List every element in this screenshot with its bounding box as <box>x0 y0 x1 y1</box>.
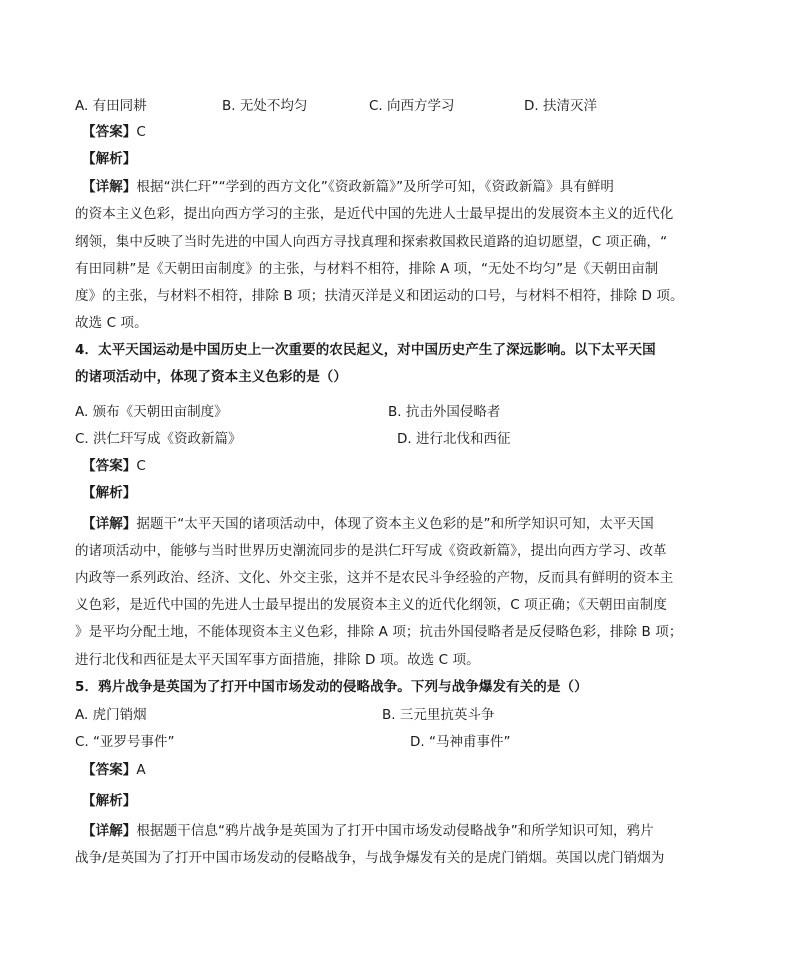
q4-option-d: D. 进行北伐和西征 <box>397 431 511 447</box>
q3-detail-line-1 <box>82 177 614 197</box>
q4-detail-line-5: 》是平均分配土地，不能体现资本主义色彩，排除 A 项；抗击外国侵略者是反侵略色彩，排除 B 项； <box>75 624 683 640</box>
q4-detail-line-6: 进行北伐和西征是太平天国军事方面措施，排除 D 项。故选 C 项。 <box>75 652 480 668</box>
q3-option-d: D. 扶清灭洋 <box>524 98 597 114</box>
q5-detail-line-1 <box>82 821 654 841</box>
q4-detail-line-4: 义色彩，是近代中国的先进人士最早提出的发展资本主义的近代化纲领，C 项正确；《天朝田亩制度 <box>75 597 667 613</box>
q5-option-b: B. 三元里抗英斗争 <box>382 707 495 723</box>
q3-answer <box>82 122 146 142</box>
q3-option-c: C. 向西方学习 <box>369 98 455 114</box>
q5-detail-line-2: 战争/是英国为了打开中国市场发动的侵略战争，与战争爆发有关的是虎门销烟。英国以虎门销烟为 <box>75 850 665 866</box>
q4-option-b: B. 抗击外国侵略者 <box>388 404 501 420</box>
q4-option-a: A. 颁布《天朝田亩制度》 <box>75 404 228 420</box>
q3-detail-line-2: 的资本主义色彩，提出向西方学习的主张，是近代中国的先进人士最早提出的发展资本主义的近代化 <box>75 206 674 222</box>
q3-detail-line-6: 故选 C 项。 <box>75 315 148 331</box>
answer-label: 【答案】 <box>82 762 137 778</box>
q3-detail-line-5: 度》的主张，与材料不相符，排除 B 项；扶清灭洋是义和团运动的口号，与材料不相符，排除 D 项。 <box>75 288 684 304</box>
q4-detail-line-1 <box>82 514 654 534</box>
q4-option-c: C. 洪仁玕写成《资政新篇》 <box>75 431 242 447</box>
detail-label: 【详解】 <box>82 179 137 195</box>
q5-option-d: D. “马神甫事件” <box>410 734 511 750</box>
q5-option-c: C. “亚罗号事件” <box>75 734 175 750</box>
q3-detail-line-4: 有田同耕”是《天朝田亩制度》的主张，与材料不相符，排除 A 项，“无处不均匀”是《天朝田亩制 <box>75 261 659 277</box>
answer-value: C <box>136 124 146 140</box>
detail-label: 【详解】 <box>82 823 137 839</box>
answer-value: A <box>136 762 146 778</box>
q4-detail-line-3: 内政等一系列政治、经济、文化、外交主张，这并不是农民斗争经验的产物，反而具有鲜明的资本主 <box>75 570 674 586</box>
q3-option-a: A. 有田同耕 <box>75 98 147 114</box>
answer-value: C <box>136 458 146 474</box>
answer-label: 【答案】 <box>82 458 137 474</box>
q4-analysis-label: 【解析】 <box>82 485 137 501</box>
q5-answer <box>82 760 146 780</box>
q5-option-a: A. 虎门销烟 <box>75 707 147 723</box>
detail-label: 【详解】 <box>82 516 137 532</box>
q5-stem-line-1: 5．鸦片战争是英国为了打开中国市场发动的侵略战争。下列与战争爆发有关的是（） <box>75 679 588 695</box>
q3-option-b: B. 无处不均匀 <box>222 98 308 114</box>
detail-text: 据题干“太平天国的诸项活动中，体现了资本主义色彩的是”和所学知识可知，太平天国 <box>136 516 654 532</box>
q4-answer <box>82 456 146 476</box>
q4-detail-line-2: 的诸项活动中，能够与当时世界历史潮流同步的是洪仁玕写成《资政新篇》，提出向西方学习、改革 <box>75 543 667 559</box>
answer-label: 【答案】 <box>82 124 137 140</box>
q4-stem-line-1: 4．太平天国运动是中国历史上一次重要的农民起义，对中国历史产生了深远影响。以下太平天国 <box>75 342 656 358</box>
q5-analysis-label: 【解析】 <box>82 793 137 809</box>
detail-text: 根据题干信息“鸦片战争是英国为了打开中国市场发动侵略战争”和所学知识可知，鸦片 <box>136 823 654 839</box>
q3-analysis-label: 【解析】 <box>82 151 137 167</box>
q4-stem-line-2: 的诸项活动中，体现了资本主义色彩的是（） <box>75 369 347 385</box>
detail-text: 根据“洪仁玕”“学到的西方文化”《资政新篇》”及所学可知，《资政新篇》具有鲜明 <box>136 179 615 195</box>
q3-detail-line-3: 纲领，集中反映了当时先进的中国人向西方寻找真理和探索救国救民道路的迫切愿望，C 项正确，“ <box>75 234 668 250</box>
